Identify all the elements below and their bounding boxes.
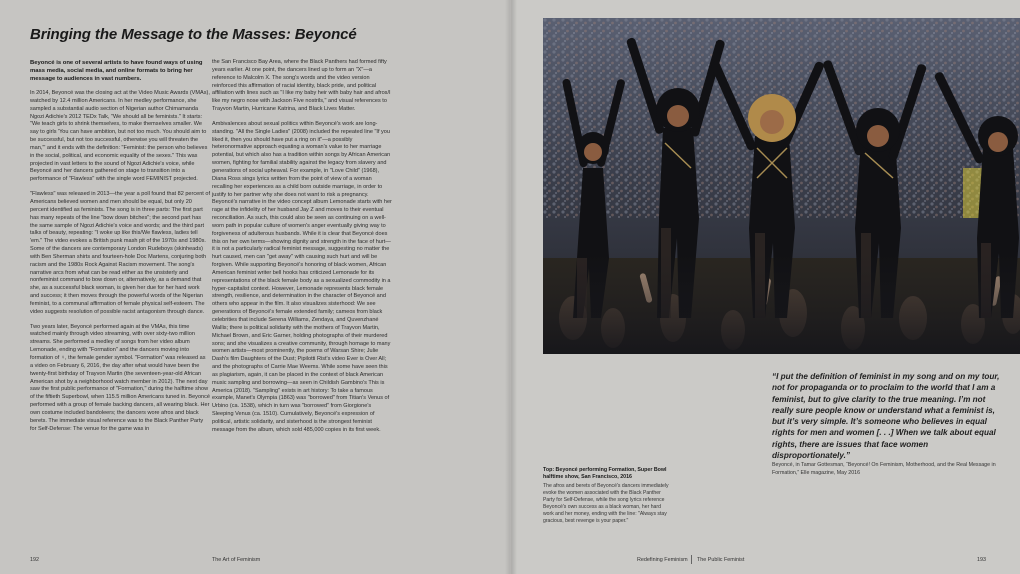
performance-photo xyxy=(543,18,1020,354)
caption-body: The afros and berets of Beyoncé's dancers immediately evoke the women associated with the Black Panther Party for Self-Defense, while the song lyrics reference Beyoncé's own success as a black woman, her hard work and her money, ending with the line: "Always stay gracious, best revenge is your paper." xyxy=(543,483,669,524)
right-running-section: Redefining Feminism xyxy=(637,557,688,563)
body-paragraph: In 2014, Beyoncé was the closing act at the Video Music Awards (VMAs), watched by 12.4 million Americans. In her medley performance, she sampled a substantial audio section of Nigerian author Chimamanda Ngozi Adichie's 2012 TEDx Talk, "We should all be feminists." It starts: "We teach girls to shrink themselves, to make themselves smaller. We say to girls 'You can have ambition, but not too much. You should aim to be successful, but not too successful, otherwise you will threaten the man,'" and it ends with the definition: "Feminist: the person who believes in the social, political, and economic equality of the sexes." This was projected in vast letters to the sound of Ngozi Adichie's voice, while Beyoncé and her dancers gathered on stage to transition into a performance of "Flawless" with the single word FEMINIST projected. xyxy=(30,90,210,183)
left-running-title: The Art of Feminism xyxy=(212,557,261,563)
body-paragraph: "Flawless" was released in 2013—the year a poll found that 82 percent of Americans believed women and men should be equal, but only 20 percent identified as feminists. The song is in three parts: The first part has many repeats of the line "bow down bitches"; the second part has the same sample of Ngozi Adichie's voice and words; and the third part talks of beauty, repeating: "I woke up like this/We flawless, ladies tell 'em." The video evokes a British punk mash pit of the 1970s and 1980s. Some of the dancers are contemporary London Rudeboys (skinheads) with Ben Sherman shirts and fourteen-hole Doc Martens, conjuring both racism and the 1980s Rock Against Racism movement. The song's narrative arcs from what can be read either as the unsisterly and nonfeminist command to bow down or, alternatively, as a demand that she, as a successful black woman, is given her due for her hard work and success; it then moves through the powerful words of the Nigerian feminist, to a communal affirmation of female physical self-esteem. The video suggests resolution of possible racist antagonism through dance. xyxy=(30,191,211,315)
photo-caption xyxy=(543,467,669,525)
book-spine xyxy=(505,0,517,574)
text-column-1 xyxy=(30,59,210,440)
pull-quote: “I put the definition of feminist in my song and on my tour, not for propaganda or to proclaim to the world that I am a feminist, but to give clarity to the true meaning. I’m not really sure people know or understand what a feminist is, but it’s very simple. It’s someone who believes in equal rights for men and women [. . .] When we talk about equal rights, there are issues that face women disproportionately.” xyxy=(772,372,1000,461)
right-running-chapter: The Public Feminist xyxy=(697,557,745,563)
quote-credit: Beyoncé, in Tamar Gottesman, “Beyoncé! On Feminism, Motherhood, and the Real Message in Formation,” Elle magazine, May 2016 xyxy=(772,462,996,476)
right-page-number: 193 xyxy=(977,557,986,563)
lead-paragraph: Beyoncé is one of several artists to have found ways of using mass media, social media, and online formats to bring her message to audiences in vast numbers. xyxy=(30,60,203,82)
text-column-2 xyxy=(212,59,392,442)
footer-divider xyxy=(691,555,692,564)
body-paragraph: the San Francisco Bay Area, where the Black Panthers had formed fifty years earlier. At one point, the dancers lined up to form an "X"—a reference to Malcolm X. The song's words and the video version reinforced this affirmation of racial identity, black pride, and political affiliation with lines such as "I like my baby heir with baby hair and afros/I like my negro nose with Jackson Five nostrils," and visual references to Trayvon Martin, Hurricane Katrina, and Black Lives Matter. xyxy=(212,59,391,113)
left-page-number: 192 xyxy=(30,557,39,563)
page-title: Bringing the Message to the Masses: Beyoncé xyxy=(30,26,357,43)
body-paragraph: Two years later, Beyoncé performed again at the VMAs, this time watched mainly through video streaming, with over sixty-two million streams. She performed a medley of songs from her video album Lemonade, ending with "Formation" and the dancers moving into formation of ♀, the female gender symbol. "Formation" was released as a video on February 6, 2016, the day after what would have been the twenty-first birthday of Trayvon Martin (the seventeen-year-old African American shot by a neighborhood watch member in 2012). The next day saw the first public performance of "Formation," during the halftime show of the fiftieth Superbowl, when 115.5 million Americans tuned in. Beyoncé performed with a group of female backing dancers, all wearing black. Her own costume included bandoleers; the dancers wore afros and black berets. The immediate visual reference was to the Black Panther Party for Self-Defense: The venue for the game was in xyxy=(30,323,210,432)
caption-heading: Top: Beyoncé performing Formation, Super Bowl halftime show, San Francisco, 2016 xyxy=(543,467,667,480)
body-paragraph: Ambivalences about sexual politics within Beyoncé's work are long-standing. "All the Single Ladies" (2008) included the repeated line "If you liked it, then you should have put a ring on it"—a possibly heteronormative approach equating a woman's value to her marriage potential, but which also has a tradition within songs by African American women, fighting for familial stability against the legacy from slavery and generations of social upheaval. For example, in "Love Child" (1968), Diana Ross sings lyrics written from the point of view of a woman recalling her experiences as a child born outside marriage, in order to justify to her partner why she does not want to risk a pregnancy. Beyoncé's narrative in the video concept album Lemonade starts with her rage at the infidelity of her husband Jay Z and moves to their eventual reconciliation. As such, this could also be seen as continuing on a well-worn path in popular culture of women's anger eventually giving way to forgiveness of adulterous husbands. While it is clear that Beyoncé does this on her own terms—showing dignity and strength in the face of hurt—it is not a particularly radical feminist message, suggesting no matter the hurt caused, men can "get away" with causing such hurt and will be forgiven. While supporting Beyoncé's honoring of black women, African American feminist writer bell hooks has criticized Lemonade for its representations of the black female body as a sexualized commodity in a hyper-capitalist context. However, Lemonade represents black female strength, resilience, and determination in the character of Beyoncé and others who appear in the film. It also visualizes sisterhood: We see generations of Beyoncé's female extended family; cameos from black celebrities that include Serena Williams, Zendaya, and Quvenzhané Wallis; there is political solidarity with the mothers of Trayvon Martin, Michael Brown, and Eric Garner, holding photographs of their murdered sons; and she visualizes a creative community, through homage to many women artists—most prominently, the poems of Warsan Shire; Julie Dash's film Daughters of the Dust; Pipilotti Rist's video Ever is Over All; and the photographs of Carrie Mae Weems. While some have seen this as plagiarism, again, it can be placed in the context of black American music sampling and borrowing—as seen in Childish Gambino's This is America (2018). "Sampling" exists in art history: To take a famous example, Manet's Olympia (1863) was "borrowed" from Titian's Venus of Urbino (ca. 1538), which in turn was "borrowed" from Giorgione's Sleeping Venus (ca. 1510). Cumulatively, Beyoncé's expression of political, artistic solidarity, and sisterhood is the strongest feminist message from the album, which sold 485,000 copies in its first week. xyxy=(212,120,392,433)
